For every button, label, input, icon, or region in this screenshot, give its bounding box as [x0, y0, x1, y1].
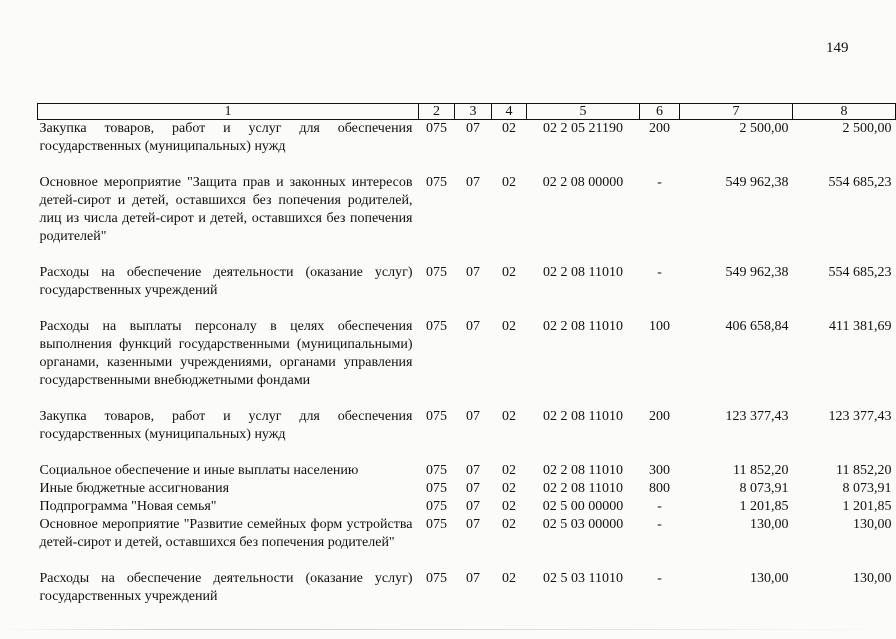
- cell-expense-type: -: [657, 499, 662, 514]
- cell-amount-1: 123 377,43: [725, 409, 789, 424]
- table-row: [38, 570, 896, 606]
- cell-amount-1: 1 201,85: [739, 499, 789, 514]
- cell-amount-2: 411 381,69: [829, 319, 892, 334]
- cell-section: 07: [466, 409, 480, 424]
- cell-section: 07: [466, 463, 480, 478]
- cell-expense-type: 100: [649, 319, 670, 334]
- cell-amount-2: 554 685,23: [828, 265, 892, 280]
- cell-ministry: 075: [426, 499, 447, 514]
- row-name: Расходы на выплаты персоналу в целях обеспечения выполнения функций государственными (муниципальными) органами, казенными учреждениями, органами управления государственными внебюджетными фондами: [39, 319, 413, 388]
- cell-subsection: 02: [502, 121, 516, 136]
- row-name: Основное мероприятие "Развитие семейных форм устройства детей-сирот и детей, оставшихся без попечения родителей": [39, 517, 413, 550]
- cell-section: 07: [466, 121, 480, 136]
- cell-amount-2: 130,00: [853, 571, 892, 586]
- cell-target-article: 02 2 05 21190: [543, 121, 623, 136]
- cell-subsection: 02: [502, 481, 516, 496]
- cell-amount-1: 8 073,91: [739, 481, 789, 496]
- cell-subsection: 02: [502, 265, 516, 280]
- cell-ministry: 075: [426, 319, 447, 334]
- cell-amount-2: 554 685,23: [828, 175, 892, 190]
- cell-target-article: 02 2 08 11010: [543, 319, 623, 334]
- cell-expense-type: 200: [649, 121, 670, 136]
- cell-amount-2: 123 377,43: [828, 409, 892, 424]
- cell-expense-type: 800: [649, 481, 670, 496]
- cell-amount-2: 11 852,20: [836, 463, 892, 478]
- cell-amount-2: 2 500,00: [842, 121, 892, 136]
- cell-subsection: 02: [502, 499, 516, 514]
- cell-amount-1: 549 962,38: [725, 265, 789, 280]
- cell-amount-1: 11 852,20: [733, 463, 789, 478]
- cell-target-article: 02 5 03 00000: [542, 517, 624, 532]
- row-name: Расходы на обеспечение деятельности (оказание услуг) государственных учреждений: [39, 571, 413, 604]
- cell-target-article: 02 5 03 11010: [543, 571, 623, 586]
- cell-amount-1: 130,00: [750, 517, 789, 532]
- table-row: [38, 264, 896, 318]
- table-header-row: [38, 104, 896, 120]
- table-row: [38, 480, 896, 498]
- table-row: [38, 408, 896, 462]
- table-row: [38, 516, 896, 570]
- column-header: 8: [793, 104, 896, 120]
- cell-expense-type: -: [657, 517, 662, 532]
- cell-target-article: 02 2 08 11010: [543, 463, 623, 478]
- table-row: [38, 498, 896, 516]
- cell-expense-type: -: [657, 265, 662, 280]
- cell-ministry: 075: [426, 517, 447, 532]
- row-name: Социальное обеспечение и иные выплаты населению: [39, 463, 359, 478]
- cell-expense-type: 300: [649, 463, 670, 478]
- cell-expense-type: -: [657, 175, 662, 190]
- cell-amount-1: 130,00: [750, 571, 789, 586]
- cell-subsection: 02: [502, 175, 516, 190]
- table-row: [38, 120, 896, 175]
- cell-target-article: 02 2 08 11010: [543, 265, 623, 280]
- cell-amount-1: 2 500,00: [739, 121, 789, 136]
- cell-amount-2: 1 201,85: [842, 499, 892, 514]
- cell-section: 07: [466, 319, 480, 334]
- column-header: 1: [38, 104, 419, 120]
- cell-subsection: 02: [502, 319, 516, 334]
- cell-subsection: 02: [502, 463, 516, 478]
- cell-ministry: 075: [426, 481, 447, 496]
- cell-target-article: 02 2 08 00000: [542, 175, 624, 190]
- cell-ministry: 075: [426, 409, 447, 424]
- row-name: Расходы на обеспечение деятельности (оказание услуг) государственных учреждений: [39, 265, 413, 298]
- cell-subsection: 02: [502, 571, 516, 586]
- row-name: Иные бюджетные ассигнования: [39, 481, 230, 496]
- budget-table: [37, 103, 896, 606]
- cell-ministry: 075: [426, 121, 447, 136]
- column-header: 7: [680, 104, 793, 120]
- column-header: 3: [455, 104, 492, 120]
- column-header: 2: [419, 104, 455, 120]
- cell-section: 07: [466, 481, 480, 496]
- cell-section: 07: [466, 571, 480, 586]
- cell-target-article: 02 2 08 11010: [543, 481, 623, 496]
- cell-ministry: 075: [426, 175, 447, 190]
- cell-section: 07: [466, 517, 480, 532]
- cell-section: 07: [466, 265, 480, 280]
- cell-expense-type: -: [657, 571, 662, 586]
- cell-amount-1: 549 962,38: [725, 175, 789, 190]
- cell-amount-2: 8 073,91: [842, 481, 892, 496]
- page-number: 149: [826, 40, 849, 56]
- cell-target-article: 02 5 00 00000: [542, 499, 624, 514]
- cell-subsection: 02: [502, 409, 516, 424]
- row-name: Основное мероприятие "Защита прав и законных интересов детей-сирот и детей, оставшихся без попечения родителей, лиц из числа детей-сирот и детей, оставшихся без попечения родителей": [39, 175, 413, 244]
- cell-target-article: 02 2 08 11010: [543, 409, 623, 424]
- cell-subsection: 02: [502, 517, 516, 532]
- cell-amount-2: 130,00: [853, 517, 892, 532]
- row-name: Закупка товаров, работ и услуг для обеспечения государственных (муниципальных) нужд: [39, 409, 413, 442]
- column-header: 5: [527, 104, 640, 120]
- cell-amount-1: 406 658,84: [725, 319, 789, 334]
- column-header: 4: [492, 104, 527, 120]
- row-name: Подпрограмма "Новая семья": [39, 499, 217, 514]
- cell-section: 07: [466, 499, 480, 514]
- table-row: [38, 318, 896, 408]
- cell-ministry: 075: [426, 463, 447, 478]
- cell-expense-type: 200: [649, 409, 670, 424]
- column-header: 6: [640, 104, 680, 120]
- table-row: [38, 174, 896, 264]
- cell-ministry: 075: [426, 265, 447, 280]
- cell-ministry: 075: [426, 571, 447, 586]
- scan-edge-line: [0, 629, 896, 630]
- row-name: Закупка товаров, работ и услуг для обеспечения государственных (муниципальных) нужд: [39, 121, 413, 154]
- cell-section: 07: [466, 175, 480, 190]
- table-row: [38, 462, 896, 480]
